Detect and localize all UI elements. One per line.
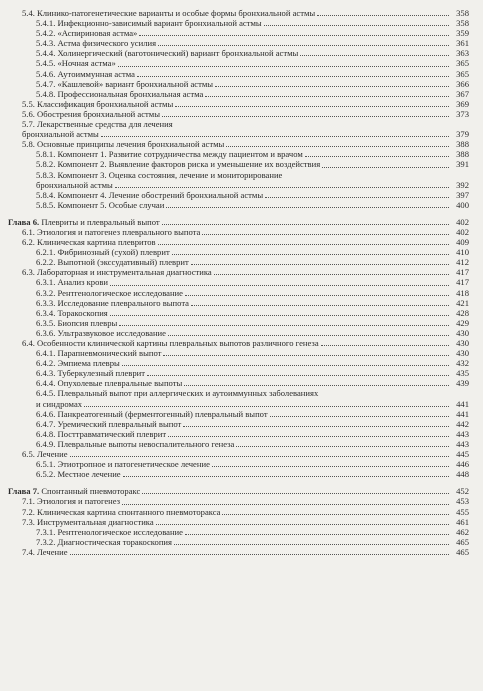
dot-leader: [166, 207, 449, 208]
toc-entry[interactable]: [8, 409, 469, 419]
dot-leader: [205, 96, 449, 97]
toc-entry[interactable]: [8, 439, 469, 449]
dot-leader: [174, 544, 449, 545]
dot-leader: [101, 136, 449, 137]
toc-entry-title: 6.4. Особенности клинической картины плевральных выпотов различного генеза: [22, 338, 319, 348]
toc-page-number: 400: [456, 199, 469, 210]
toc-entry-title: 6.4.7. Уремический плевральный выпот: [36, 418, 182, 429]
toc-entry[interactable]: [8, 368, 469, 378]
toc-entry[interactable]: [8, 69, 469, 79]
toc-page-number: 358: [456, 8, 469, 18]
toc-page-number: 443: [456, 438, 469, 449]
dot-leader: [322, 167, 449, 168]
chapter-name: Спонтанный пневмоторакс: [41, 486, 141, 497]
toc-entry[interactable]: [8, 89, 469, 99]
toc-entry-title-line: 6.4.5. Плевральный выпот при аллергических и аутоиммунных заболеваниях: [36, 388, 319, 399]
dot-leader: [191, 264, 449, 265]
toc-entry-title: 6.3. Лабораторная и инструментальная диагностика: [22, 267, 212, 278]
toc-chapter-title: [8, 217, 160, 227]
toc-page-number: 358: [456, 18, 469, 29]
toc-page-number: 446: [456, 459, 469, 470]
dot-leader: [265, 197, 449, 198]
toc-entry[interactable]: [8, 190, 469, 200]
dot-leader: [70, 456, 449, 457]
dot-leader: [185, 295, 449, 296]
dot-leader: [70, 554, 449, 555]
toc-entry-title: 5.4.1. Инфекционно-зависимый вариант бронхиальной астмы: [36, 18, 262, 29]
toc-entry[interactable]: [8, 79, 469, 89]
toc-entry[interactable]: [8, 429, 469, 439]
dot-leader: [156, 524, 449, 525]
toc-entry[interactable]: [8, 348, 469, 358]
toc-page-number: 402: [456, 216, 469, 227]
toc-entry-title: 6.4.3. Туберкулезный плеврит: [36, 368, 145, 379]
dot-leader: [168, 436, 449, 437]
toc-entry[interactable]: [8, 200, 469, 210]
toc-entry-title: бронхиальной астмы: [22, 129, 99, 140]
toc-page-number: 435: [456, 368, 469, 379]
chapter-number: Глава 6.: [8, 216, 40, 227]
toc-page-number: 365: [456, 68, 469, 79]
toc-entry-title: 6.3.2. Рентгенологическое исследование: [36, 287, 183, 298]
toc-page-number: 462: [456, 526, 469, 537]
toc-entry-title: 6.3.5. Биопсия плевры: [36, 317, 118, 328]
dot-leader: [184, 385, 449, 386]
toc-entry[interactable]: [8, 109, 469, 119]
toc-entry-title: 5.4.4. Холинергический (ваготонический) вариант бронхиальной астмы: [36, 48, 299, 59]
dot-leader: [321, 345, 449, 346]
dot-leader: [172, 254, 449, 255]
toc-entry[interactable]: [8, 38, 469, 48]
toc-entry-title: 7.2. Клиническая картина спонтанного пневмоторакса: [22, 506, 221, 517]
toc-entry[interactable]: [8, 449, 469, 459]
toc-page-number: 439: [456, 378, 469, 389]
toc-page-number: 465: [456, 536, 469, 547]
dot-leader: [158, 45, 449, 46]
toc-entry-title: 5.8.1. Компонент 1. Развитие сотрудничества между пациентом и врачом: [36, 149, 303, 160]
toc-entry[interactable]: [8, 547, 469, 557]
toc-entry[interactable]: [8, 18, 469, 28]
toc-page-number: 359: [456, 28, 469, 39]
dot-leader: [270, 416, 449, 417]
toc-entry-title: 7.4. Лечение: [22, 546, 68, 557]
dot-leader: [122, 504, 449, 505]
toc-entry-title: 6.2.1. Фибринозный (сухой) плеврит: [36, 247, 170, 258]
toc-entry-title: 5.8. Основные принципы лечения бронхиальной астмы: [22, 139, 225, 150]
toc-entry-title: 5.6. Обострения бронхиальной астмы: [22, 108, 161, 119]
toc-page-number: 417: [456, 277, 469, 288]
toc-page-number: 365: [456, 58, 469, 69]
toc-page-number: 441: [456, 398, 469, 409]
toc-entry[interactable]: [8, 419, 469, 429]
toc-entry-title: 5.4.5. «Ночная астма»: [36, 58, 116, 69]
toc-page-number: 441: [456, 408, 469, 419]
toc-entry[interactable]: [8, 399, 469, 409]
toc-entry[interactable]: [8, 8, 469, 18]
toc-page-number: 428: [456, 307, 469, 318]
toc-entry-title: 6.4.2. Эмпиема плевры: [36, 358, 120, 369]
toc-page-number: 391: [456, 159, 469, 170]
toc-page-number: 442: [456, 418, 469, 429]
toc-entry-title: 6.3.6. Ультразвуковое исследование: [36, 327, 166, 338]
toc-entry[interactable]: [8, 149, 469, 159]
dot-leader: [214, 274, 449, 275]
toc-page-number: 455: [456, 506, 469, 517]
dot-leader: [123, 476, 449, 477]
toc-entry-title: 6.3.1. Анализ крови: [36, 277, 109, 288]
toc-entry-title: 6.1. Этиология и патогенез плеврального выпота: [22, 226, 201, 237]
toc-entry[interactable]: [8, 139, 469, 149]
dot-leader: [202, 234, 449, 235]
toc-entry-title: 6.5. Лечение: [22, 449, 68, 460]
toc-entry-title: 5.4.7. «Кашлевой» вариант бронхиальной астмы: [36, 78, 214, 89]
dot-leader: [158, 244, 449, 245]
chapter-name: Плевриты и плевральный выпот: [41, 216, 160, 227]
toc-entry-title: 5.4.6. Аутоиммунная астма: [36, 68, 135, 79]
dot-leader: [236, 446, 449, 447]
toc-page-number: 397: [456, 189, 469, 200]
toc-entry-title: 5.5. Классификация бронхиальной астмы: [22, 98, 174, 109]
toc-entry[interactable]: [8, 159, 469, 169]
toc-entry-title: бронхиальной астмы: [36, 179, 113, 190]
toc-page-number: 443: [456, 428, 469, 439]
dot-leader: [118, 66, 449, 67]
dot-leader: [110, 315, 449, 316]
dot-leader: [168, 335, 449, 336]
toc-page-number: 448: [456, 469, 469, 480]
toc-chapter-entry[interactable]: [8, 217, 469, 227]
toc-page-number: 453: [456, 496, 469, 507]
toc-entry-title: 7.3.1. Рентгенологическое исследование: [36, 526, 183, 537]
dot-leader: [183, 426, 449, 427]
toc-entry[interactable]: [8, 507, 469, 517]
toc-entry-title: 6.4.9. Плевральные выпоты невоспалительного генеза: [36, 438, 235, 449]
dot-leader: [305, 156, 449, 157]
table-of-contents: [8, 8, 469, 557]
toc-entry-title: 6.4.1. Парапневмонический выпот: [36, 348, 162, 359]
toc-page-number: 361: [456, 38, 469, 49]
dot-leader: [191, 305, 449, 306]
toc-entry[interactable]: [8, 298, 469, 308]
dot-leader: [142, 493, 449, 494]
toc-page-number: 388: [456, 149, 469, 160]
dot-leader: [162, 116, 449, 117]
toc-entry[interactable]: [8, 99, 469, 109]
toc-entry-title: 6.3.3. Исследование плеврального выпота: [36, 297, 189, 308]
toc-page-number: 412: [456, 257, 469, 268]
toc-page-number: 366: [456, 78, 469, 89]
toc-page-number: 363: [456, 48, 469, 59]
toc-page-number: 461: [456, 516, 469, 527]
dot-leader: [300, 55, 449, 56]
toc-entry-title: 6.2.2. Выпотной (экссудативный) плеврит: [36, 257, 189, 268]
toc-page-number: 379: [456, 129, 469, 140]
toc-chapter-title: [8, 486, 140, 496]
toc-entry[interactable]: [8, 469, 469, 479]
dot-leader: [222, 514, 449, 515]
dot-leader: [215, 86, 449, 87]
toc-entry-title-line: 5.8.3. Компонент 3. Оценка состояния, лечение и мониторирование: [36, 169, 283, 180]
toc-page-number: 409: [456, 237, 469, 248]
dot-leader: [212, 466, 449, 467]
toc-entry-title: 7.1. Этиология и патогенез: [22, 496, 121, 507]
dot-leader: [139, 35, 449, 36]
toc-entry-title: 5.4.3. Астма физического усилия: [36, 38, 157, 49]
toc-chapter-entry[interactable]: [8, 486, 469, 496]
toc-page-number: 421: [456, 297, 469, 308]
toc-entry[interactable]: [8, 527, 469, 537]
dot-leader: [185, 534, 449, 535]
toc-entry[interactable]: [8, 358, 469, 368]
toc-page-number: 417: [456, 267, 469, 278]
toc-entry[interactable]: [8, 257, 469, 267]
toc-page-number: 432: [456, 358, 469, 369]
toc-entry[interactable]: [8, 288, 469, 298]
toc-entry-title: 5.8.2. Компонент 2. Выявление факторов риска и уменьшение их воздействия: [36, 159, 321, 170]
toc-page-number: 367: [456, 88, 469, 99]
toc-entry-title: 6.4.6. Панкреатогенный (ферментогенный) плевральный выпот: [36, 408, 268, 419]
toc-entry[interactable]: [8, 227, 469, 237]
toc-entry-title: 6.2. Клиническая картина плевритов: [22, 237, 156, 248]
toc-entry-title: 5.8.5. Компонент 5. Особые случаи: [36, 199, 165, 210]
toc-entry[interactable]: [8, 537, 469, 547]
toc-entry-title: 7.3.2. Диагностическая торакоскопия: [36, 536, 172, 547]
toc-entry-title: и синдромах: [36, 398, 83, 409]
chapter-number: Глава 7.: [8, 486, 40, 497]
toc-entry-title: 6.5.2. Местное лечение: [36, 469, 121, 480]
dot-leader: [226, 146, 449, 147]
toc-page-number: 402: [456, 226, 469, 237]
toc-page-number: 410: [456, 247, 469, 258]
toc-entry-title: 5.4. Клинико-патогенетические варианты и особые формы бронхиальной астмы: [22, 8, 316, 18]
toc-page-number: 373: [456, 108, 469, 119]
toc-entry[interactable]: [8, 267, 469, 277]
dot-leader: [115, 187, 449, 188]
toc-entry-title: 6.4.8. Посттравматический плеврит: [36, 428, 167, 439]
toc-entry[interactable]: [8, 277, 469, 287]
toc-page-number: 392: [456, 179, 469, 190]
toc-entry-title: 6.5.1. Этиотропное и патогенетическое лечение: [36, 459, 210, 470]
toc-entry[interactable]: [8, 129, 469, 139]
toc-entry[interactable]: [8, 28, 469, 38]
toc-page-number: 465: [456, 546, 469, 557]
toc-entry-title: 6.3.4. Торакоскопия: [36, 307, 108, 318]
toc-entry-title: 5.4.8. Профессиональная бронхиальная астма: [36, 88, 204, 99]
toc-entry[interactable]: [8, 328, 469, 338]
dot-leader: [317, 15, 449, 16]
toc-entry[interactable]: [8, 378, 469, 388]
toc-page-number: 418: [456, 287, 469, 298]
toc-page-number: 445: [456, 449, 469, 460]
dot-leader: [264, 25, 449, 26]
toc-page-number: 430: [456, 338, 469, 348]
toc-entry-title: 6.4.4. Опухолевые плевральные выпоты: [36, 378, 183, 389]
toc-entry-title: 7.3. Инструментальная диагностика: [22, 516, 154, 527]
dot-leader: [110, 285, 449, 286]
toc-page-number: 430: [456, 327, 469, 338]
toc-page-number: 452: [456, 486, 469, 497]
toc-entry-title: 5.4.2. «Аспириновая астма»: [36, 28, 138, 39]
toc-entry[interactable]: [8, 247, 469, 257]
dot-leader: [122, 365, 449, 366]
dot-leader: [147, 375, 449, 376]
dot-leader: [137, 76, 449, 77]
toc-entry[interactable]: [8, 496, 469, 506]
toc-entry[interactable]: [8, 237, 469, 247]
toc-entry[interactable]: [8, 517, 469, 527]
toc-entry-title-line: 5.7. Лекарственные средства для лечения: [22, 119, 173, 130]
toc-entry[interactable]: [8, 180, 469, 190]
toc-entry-title: 5.8.4. Компонент 4. Лечение обострений бронхиальной астмы: [36, 189, 264, 200]
dot-leader: [119, 325, 449, 326]
toc-entry[interactable]: [8, 48, 469, 58]
toc-page-number: 429: [456, 317, 469, 328]
toc-entry[interactable]: [8, 318, 469, 328]
toc-entry[interactable]: [8, 58, 469, 68]
toc-entry[interactable]: [8, 308, 469, 318]
toc-page-number: 369: [456, 98, 469, 109]
toc-page-number: 388: [456, 139, 469, 150]
dot-leader: [163, 355, 449, 356]
toc-entry[interactable]: [8, 338, 469, 348]
toc-page-number: 430: [456, 348, 469, 359]
dot-leader: [175, 106, 449, 107]
dot-leader: [162, 224, 449, 225]
dot-leader: [84, 406, 449, 407]
toc-entry[interactable]: [8, 459, 469, 469]
